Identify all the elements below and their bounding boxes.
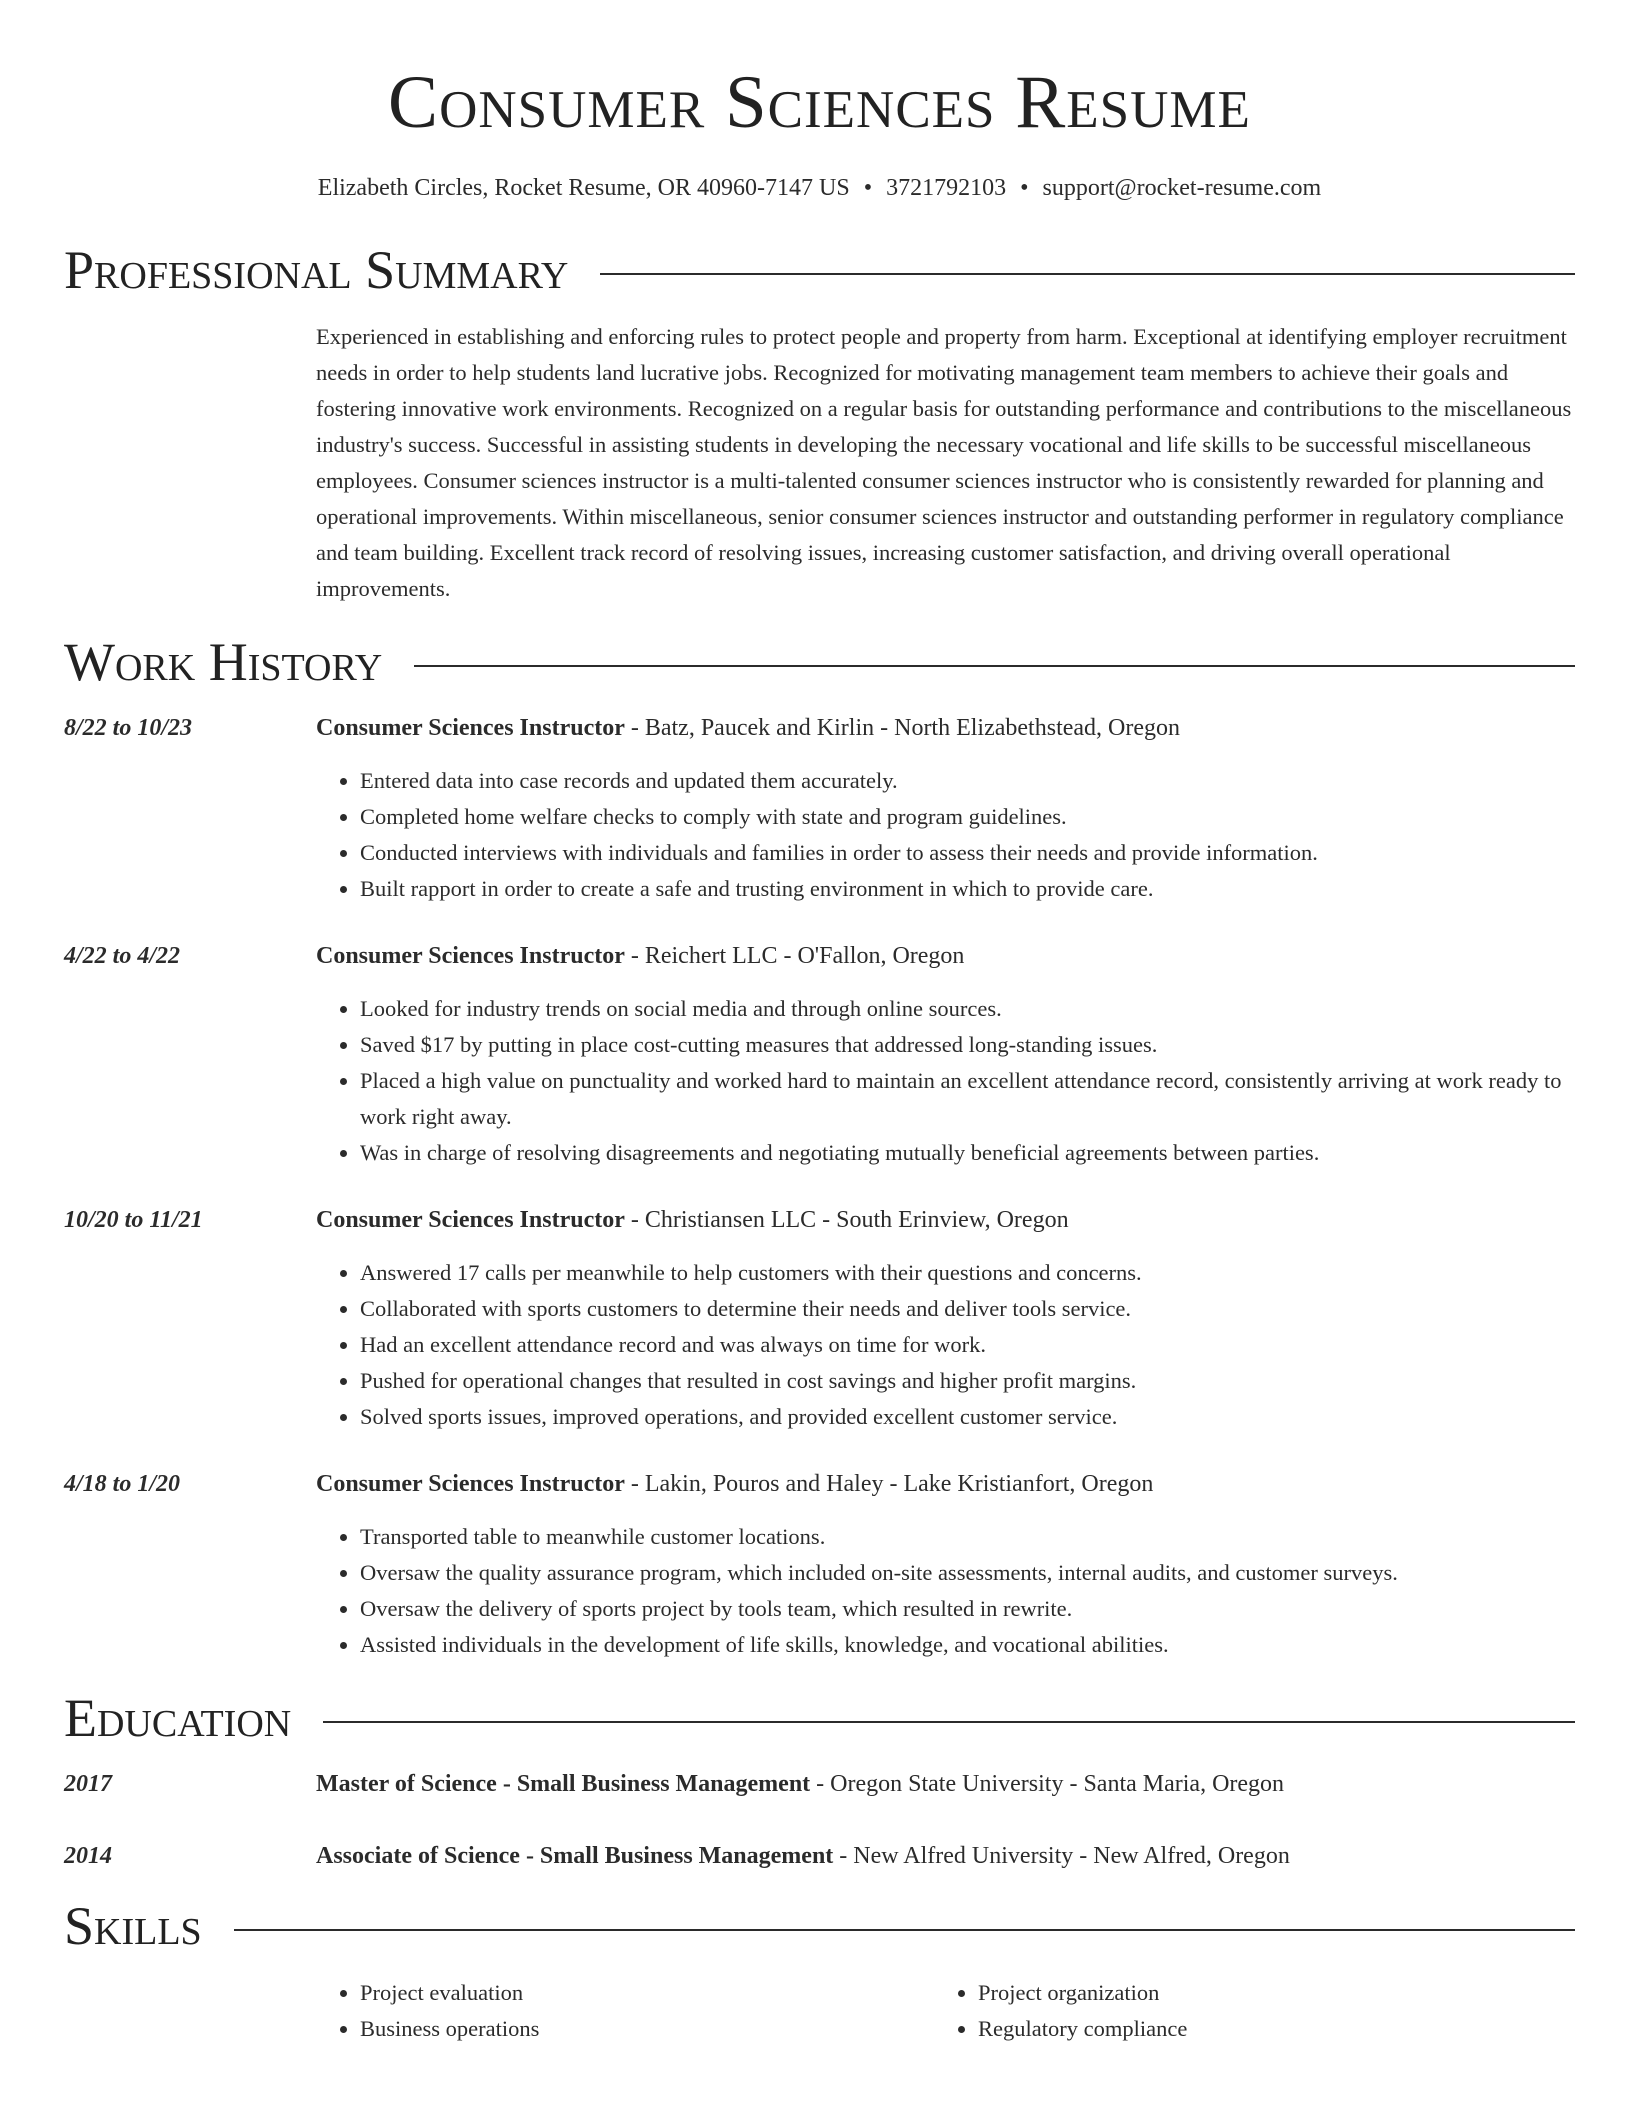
education-degree: Associate of Science - Small Business Management: [316, 1843, 834, 1869]
resume-page: [64, 0, 1575, 2047]
job-bullet: • Transported table to meanwhile customer locations.: [360, 1519, 1575, 1555]
section-header-summary: [64, 240, 1575, 300]
section-divider: [414, 665, 1575, 667]
education-entry: [64, 1841, 1575, 1871]
job-bullet: • Solved sports issues, improved operations, and provided excellent customer service.: [360, 1399, 1575, 1435]
job-bullet: • Completed home welfare checks to comply with state and program guidelines.: [360, 799, 1575, 835]
job-dates: 8/22 to 10/23: [64, 715, 193, 741]
job-headline: [316, 1205, 1575, 1235]
section-title-education: Education: [64, 1688, 292, 1748]
summary-text: Experienced in establishing and enforcing rules to protect people and property from harm. Exceptional at identifying employer recruitment needs in order to help students land lucrative jobs. Recognized for motivating management team members to achieve their goals and fostering innovative work environments. Recognized on a regular basis for outstanding performance and contributions to the miscellaneous industry's success. Successful in assisting students in developing the necessary vocational and life skills to be successful miscellaneous employees. Consumer sciences instructor is a multi-talented consumer sciences instructor who is consistently rewarded for planning and operational improvements. Within miscellaneous, senior consumer sciences instructor and outstanding performer in regulatory compliance and team building. Excellent track record of resolving issues, increasing customer satisfaction, and driving overall operational improvements.: [316, 324, 1572, 601]
job-bullet: • Assisted individuals in the development of life skills, knowledge, and vocational abilities.: [360, 1627, 1575, 1663]
education-degree: Master of Science - Small Business Management: [316, 1771, 811, 1797]
section-header-education: [64, 1688, 1575, 1748]
job-dates: 4/22 to 4/22: [64, 943, 181, 969]
job-entry: [64, 941, 1575, 1171]
job-employer: - Lakin, Pouros and Haley - Lake Kristianfort, Oregon: [624, 1471, 1154, 1497]
job-bullet: • Saved $17 by putting in place cost-cutting measures that addressed long-standing issues.: [360, 1027, 1575, 1063]
skill-item: • Regulatory compliance: [978, 2011, 1552, 2047]
job-entry: [64, 713, 1575, 907]
section-title-summary: Professional Summary: [64, 240, 569, 300]
job-body: [316, 941, 1575, 1171]
education-school: - New Alfred University - New Alfred, Oregon: [833, 1843, 1290, 1869]
job-body: [316, 713, 1575, 907]
job-role: Consumer Sciences Instructor: [316, 1207, 625, 1233]
contact-phone: 3721792103: [886, 175, 1007, 201]
job-role: Consumer Sciences Instructor: [316, 943, 625, 969]
contact-separator: •: [863, 175, 873, 201]
job-bullet: • Oversaw the quality assurance program, which included on-site assessments, internal audits, and customer surveys.: [360, 1555, 1575, 1591]
education-entry: [64, 1769, 1575, 1799]
job-headline: [316, 941, 1575, 971]
contact-address: Elizabeth Circles, Rocket Resume, OR 40960-7147 US: [317, 175, 850, 201]
job-role: Consumer Sciences Instructor: [316, 1471, 625, 1497]
education-year: 2017: [64, 1771, 112, 1797]
contact-email[interactable]: support@rocket-resume.com: [1042, 175, 1322, 201]
contact-line: [64, 175, 1575, 205]
education-headline: [316, 1769, 1575, 1799]
job-dates: 4/18 to 1/20: [64, 1471, 181, 1497]
job-bullets: [316, 991, 1575, 1171]
section-header-skills: [64, 1896, 1575, 1956]
skill-item: • Project evaluation: [360, 1975, 934, 2011]
skills-list: [316, 1975, 1575, 2047]
skills-column-left: [316, 1975, 934, 2047]
section-header-work: [64, 632, 1575, 692]
skills-column-right: [934, 1975, 1552, 2047]
job-bullets: [316, 1255, 1575, 1435]
education-body: [316, 1769, 1575, 1799]
education-school: - Oregon State University - Santa Maria, Oregon: [810, 1771, 1285, 1797]
education-headline: [316, 1841, 1575, 1871]
job-employer: - Reichert LLC - O'Fallon, Oregon: [624, 943, 965, 969]
job-body: [316, 1205, 1575, 1435]
job-entry: [64, 1469, 1575, 1663]
section-title-skills: Skills: [64, 1896, 202, 1956]
job-bullet: • Looked for industry trends on social media and through online sources.: [360, 991, 1575, 1027]
job-bullet: • Was in charge of resolving disagreements and negotiating mutually beneficial agreements between parties.: [360, 1135, 1575, 1171]
skill-item: • Project organization: [978, 1975, 1552, 2011]
job-bullet: • Entered data into case records and updated them accurately.: [360, 763, 1575, 799]
contact-separator: •: [1020, 175, 1029, 201]
job-headline: [316, 1469, 1575, 1499]
job-entry: [64, 1205, 1575, 1435]
job-bullet: • Oversaw the delivery of sports project by tools team, which resulted in rewrite.: [360, 1591, 1575, 1627]
skill-item: • Business operations: [360, 2011, 934, 2047]
section-divider: [234, 1929, 1575, 1931]
job-bullet: • Conducted interviews with individuals and families in order to assess their needs and provide information.: [360, 835, 1575, 871]
job-employer: - Batz, Paucek and Kirlin - North Elizabethstead, Oregon: [624, 715, 1181, 741]
job-bullet: • Placed a high value on punctuality and worked hard to maintain an excellent attendance record, consistently arriving at work ready to work right away.: [360, 1063, 1575, 1135]
job-employer: - Christiansen LLC - South Erinview, Oregon: [624, 1207, 1069, 1233]
job-bullets: [316, 1519, 1575, 1663]
job-bullet: • Built rapport in order to create a safe and trusting environment in which to provide care.: [360, 871, 1575, 907]
section-divider: [600, 273, 1575, 275]
job-headline: [316, 713, 1575, 743]
section-title-work: Work History: [64, 632, 383, 692]
job-body: [316, 1469, 1575, 1663]
job-dates: 10/20 to 11/21: [64, 1207, 203, 1233]
section-divider: [323, 1721, 1575, 1723]
job-bullet: • Pushed for operational changes that resulted in cost savings and higher profit margins.: [360, 1363, 1575, 1399]
job-role: Consumer Sciences Instructor: [316, 715, 625, 741]
job-bullet: • Answered 17 calls per meanwhile to help customers with their questions and concerns.: [360, 1255, 1575, 1291]
education-year: 2014: [64, 1843, 112, 1869]
resume-title: Consumer Sciences Resume: [388, 61, 1251, 144]
education-body: [316, 1841, 1575, 1871]
job-bullet: • Had an excellent attendance record and was always on time for work.: [360, 1327, 1575, 1363]
job-bullet: • Collaborated with sports customers to determine their needs and deliver tools service.: [360, 1291, 1575, 1327]
job-bullets: [316, 763, 1575, 907]
